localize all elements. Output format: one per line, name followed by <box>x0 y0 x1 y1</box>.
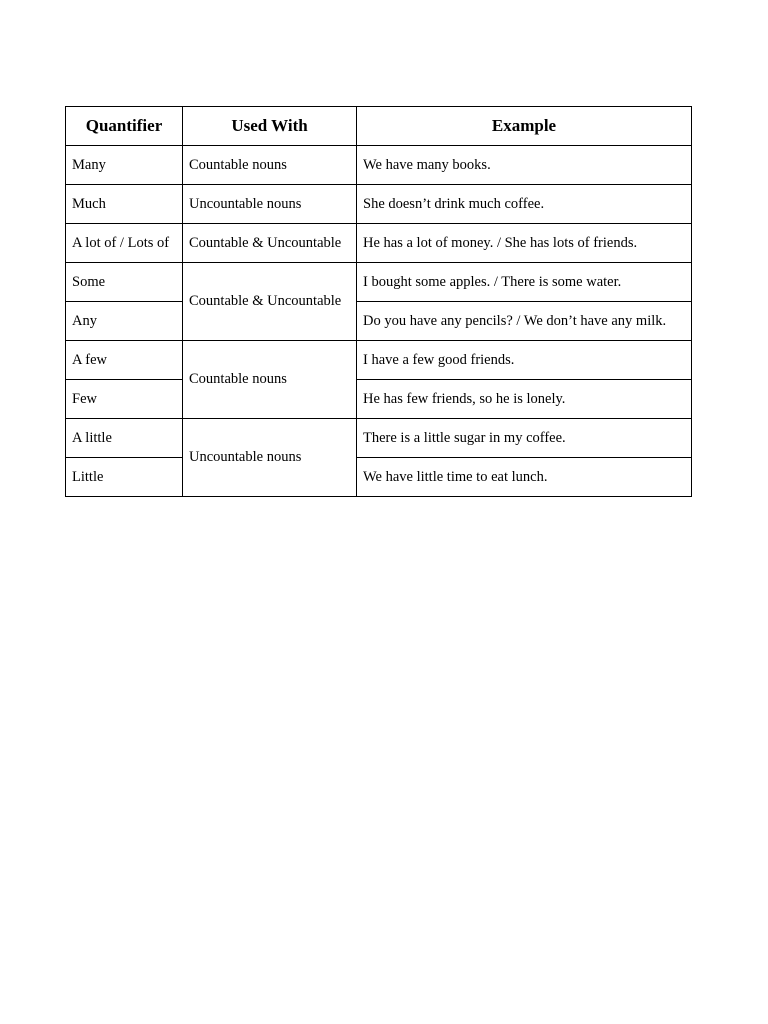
example-cell: Do you have any pencils? / We don’t have any milk. <box>357 302 692 341</box>
quantifier-cell: Few <box>66 380 183 419</box>
header-example: Example <box>357 107 692 146</box>
table-row <box>66 224 692 263</box>
table-row <box>66 185 692 224</box>
example-cell: There is a little sugar in my coffee. <box>357 419 692 458</box>
table-row <box>66 380 692 419</box>
example-cell: He has a lot of money. / She has lots of friends. <box>357 224 692 263</box>
table-header <box>66 107 692 146</box>
quantifier-cell: Many <box>66 146 183 185</box>
used-with-cell: Countable nouns <box>183 146 357 185</box>
quantifier-table <box>65 106 692 497</box>
used-with-cell: Uncountable nouns <box>183 419 357 497</box>
table-row <box>66 419 692 458</box>
table-body <box>66 146 692 497</box>
used-with-cell: Countable & Uncountable <box>183 263 357 341</box>
example-cell: I have a few good friends. <box>357 341 692 380</box>
table-row <box>66 146 692 185</box>
header-row <box>66 107 692 146</box>
used-with-cell: Countable nouns <box>183 341 357 419</box>
example-cell: He has few friends, so he is lonely. <box>357 380 692 419</box>
quantifier-cell: A few <box>66 341 183 380</box>
used-with-cell: Countable & Uncountable <box>183 224 357 263</box>
example-cell: I bought some apples. / There is some water. <box>357 263 692 302</box>
example-cell: She doesn’t drink much coffee. <box>357 185 692 224</box>
used-with-cell: Uncountable nouns <box>183 185 357 224</box>
quantifier-cell: Much <box>66 185 183 224</box>
quantifier-cell: A lot of / Lots of <box>66 224 183 263</box>
quantifier-cell: Any <box>66 302 183 341</box>
example-cell: We have many books. <box>357 146 692 185</box>
table-row <box>66 458 692 497</box>
table-row <box>66 302 692 341</box>
table-row <box>66 263 692 302</box>
header-quantifier: Quantifier <box>66 107 183 146</box>
quantifier-cell: Some <box>66 263 183 302</box>
example-cell: We have little time to eat lunch. <box>357 458 692 497</box>
header-used-with: Used With <box>183 107 357 146</box>
quantifier-cell: A little <box>66 419 183 458</box>
table-row <box>66 341 692 380</box>
quantifier-cell: Little <box>66 458 183 497</box>
